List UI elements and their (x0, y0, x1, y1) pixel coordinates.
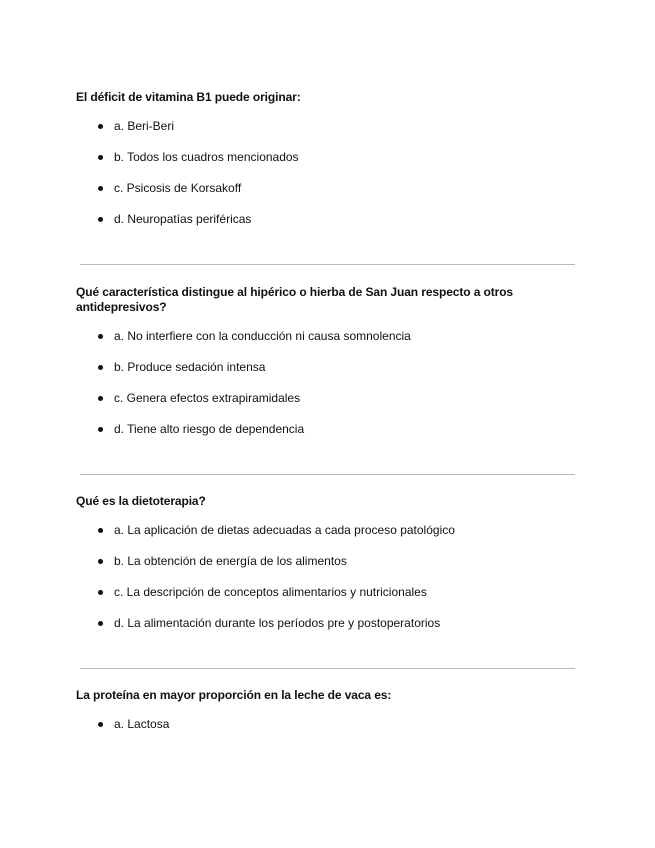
bullet-icon (98, 124, 103, 129)
option-item (76, 554, 536, 569)
option-text: c. La descripción de conceptos alimentarios y nutricionales (114, 585, 427, 599)
question-4-title: La proteína en mayor proporción en la leche de vaca es: (76, 688, 392, 702)
bullet-icon (98, 186, 103, 191)
bullet-icon (98, 217, 103, 222)
option-text: a. Beri-Beri (114, 119, 175, 133)
bullet-icon (98, 528, 103, 533)
question-2 (76, 285, 536, 437)
bullet-icon (98, 155, 103, 160)
option-item (76, 119, 536, 134)
option-item (76, 329, 536, 344)
question-4 (76, 688, 536, 732)
bullet-icon (98, 559, 103, 564)
option-text: c. Psicosis de Korsakoff (114, 181, 242, 195)
bullet-icon (98, 590, 103, 595)
question-2-title: Qué característica distingue al hipérico o hierba de San Juan respecto a otros antidepresivos? (76, 285, 514, 314)
question-2-options (76, 329, 536, 437)
option-item (76, 181, 536, 196)
option-text: a. La aplicación de dietas adecuadas a cada proceso patológico (114, 523, 455, 537)
question-1-title: El déficit de vitamina B1 puede originar: (76, 90, 301, 104)
section-divider (80, 668, 575, 669)
question-3-options (76, 523, 536, 631)
question-1-options (76, 119, 536, 227)
option-text: a. No interfiere con la conducción ni causa somnolencia (114, 329, 411, 343)
option-item (76, 150, 536, 165)
option-text: c. Genera efectos extrapiramidales (114, 391, 301, 405)
bullet-icon (98, 427, 103, 432)
option-text: d. Neuropatías periféricas (114, 212, 252, 226)
bullet-icon (98, 722, 103, 727)
section-divider (80, 474, 575, 475)
question-3-title: Qué es la dietoterapia? (76, 494, 206, 508)
bullet-icon (98, 396, 103, 401)
option-text: d. La alimentación durante los períodos pre y postoperatorios (114, 616, 441, 630)
option-item (76, 523, 536, 538)
option-item (76, 391, 536, 406)
option-item (76, 360, 536, 375)
option-text: a. Lactosa (114, 717, 170, 731)
bullet-icon (98, 621, 103, 626)
bullet-icon (98, 365, 103, 370)
section-divider (80, 264, 575, 265)
option-item (76, 422, 536, 437)
option-item (76, 616, 536, 631)
option-item (76, 212, 536, 227)
question-1 (76, 90, 536, 227)
option-item (76, 717, 536, 732)
option-item (76, 585, 536, 600)
option-text: d. Tiene alto riesgo de dependencia (114, 422, 305, 436)
option-text: b. Produce sedación intensa (114, 360, 266, 374)
option-text: b. La obtención de energía de los alimentos (114, 554, 347, 568)
question-3 (76, 494, 536, 631)
bullet-icon (98, 334, 103, 339)
question-4-options (76, 717, 536, 732)
option-text: b. Todos los cuadros mencionados (114, 150, 299, 164)
